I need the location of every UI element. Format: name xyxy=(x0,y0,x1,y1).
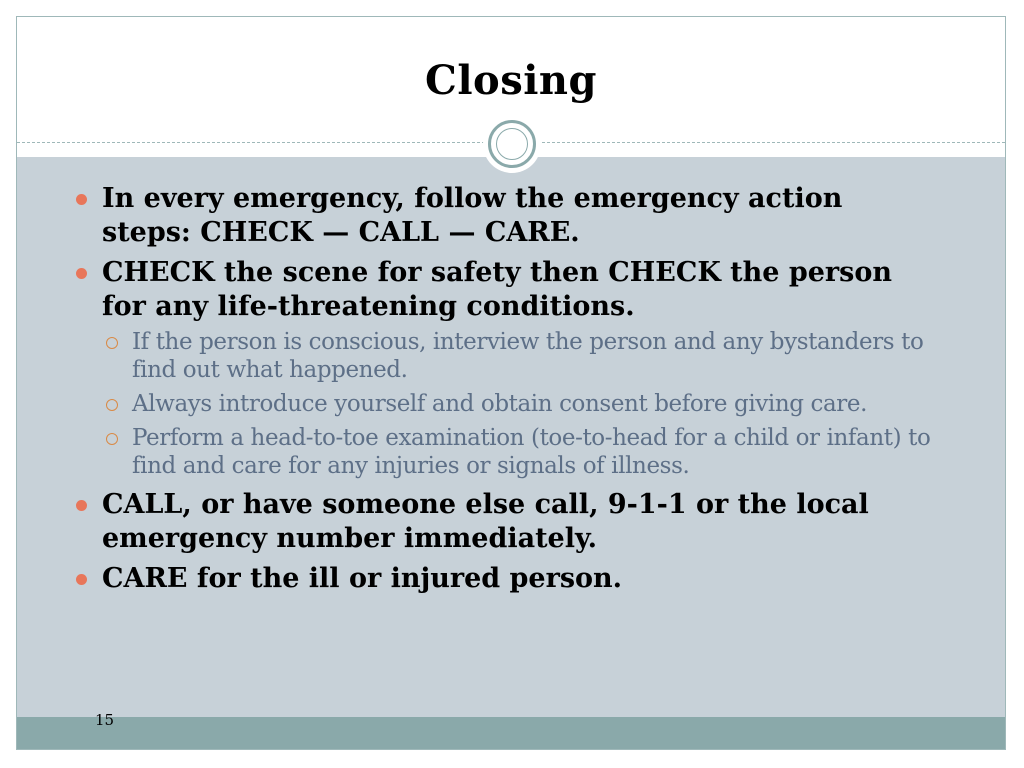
bullet-list xyxy=(72,182,932,602)
bullet-text: CALL, or have someone else call, 9-1-1 or the local emergency number immediately. xyxy=(102,489,869,554)
sub-bullet-text: Perform a head-to-toe examination (toe-to-head for a child or infant) to find and care for any injuries or signals of illness. xyxy=(132,425,931,479)
bullet-item xyxy=(72,488,932,556)
bullet-dot-icon xyxy=(76,500,87,511)
bullet-text: CHECK the scene for safety then CHECK the person for any life-threatening conditions. xyxy=(102,257,892,322)
sub-bullet-text: Always introduce yourself and obtain consent before giving care. xyxy=(132,391,867,417)
sub-bullet-item xyxy=(102,328,932,384)
slide-title: Closing xyxy=(425,57,597,104)
bullet-dot-icon xyxy=(76,268,87,279)
bullet-dot-icon xyxy=(76,194,87,205)
bullet-item xyxy=(72,182,932,250)
ring-bullet-icon xyxy=(106,433,118,445)
bullet-text: In every emergency, follow the emergency action steps: CHECK — CALL — CARE. xyxy=(102,183,843,248)
sub-bullet-item xyxy=(102,424,932,480)
bullet-dot-icon xyxy=(76,574,87,585)
ornament-inner-ring xyxy=(496,128,528,160)
ornament-ring xyxy=(488,120,536,168)
sub-bullet-text: If the person is conscious, interview the person and any bystanders to find out what happened. xyxy=(132,329,924,383)
ring-bullet-icon xyxy=(106,337,118,349)
ring-bullet-icon xyxy=(106,399,118,411)
bullet-item xyxy=(72,562,932,596)
circle-ornament-icon xyxy=(483,115,541,173)
sub-bullet-item xyxy=(102,390,932,418)
page-number: 15 xyxy=(95,711,115,729)
sub-bullet-list xyxy=(102,328,932,480)
bullet-item xyxy=(72,256,932,480)
bullet-text: CARE for the ill or injured person. xyxy=(102,563,623,594)
footer-bar xyxy=(17,717,1005,749)
